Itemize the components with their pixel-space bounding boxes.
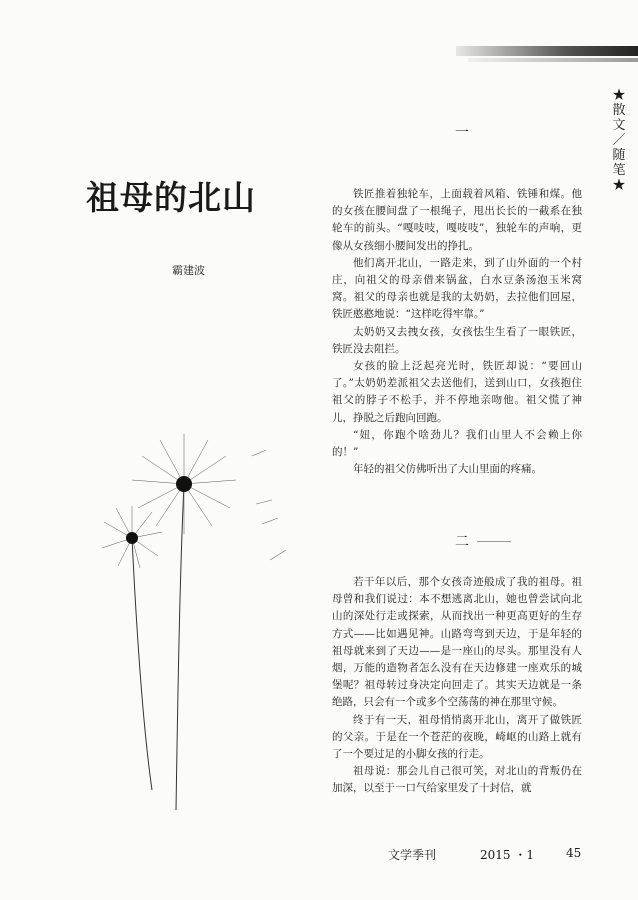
footer-issue: 2015 ・1 <box>480 848 534 862</box>
section-2-body <box>332 574 582 798</box>
section-1-body <box>332 186 582 478</box>
paragraph: 祖母说：那会儿自己很可笑，对北山的背叛仍在加深，以至于一口气给家里发了十封信，就 <box>332 765 582 795</box>
paragraph: 终于有一天，祖母悄悄离开北山，离开了做铁匠的父亲。于是在一个苍茫的夜晚，崎岖的山路上就有了一个要过足的小脚女孩的行走。 <box>332 713 582 761</box>
floating-seeds <box>252 450 286 560</box>
article-title: 祖母的北山 <box>86 178 256 217</box>
paragraph: 女孩的脸上泛起亮光时，铁匠却说：“要回山了。”太奶奶差派祖父去送他们，送到山口，女孩抱住祖父的脖子不松手，并不停地亲吻他。祖父慌了神儿，挣脱之后跑向回跑。 <box>332 360 582 424</box>
paragraph: “妞，你跑个啥劲儿？我们山里人不会赖上你的！” <box>332 428 582 459</box>
paragraph: 太奶奶又去拽女孩，女孩怯生生看了一眼铁匠，铁匠没去阻拦。 <box>332 325 582 355</box>
paragraph: 铁匠推着独轮车，上面载着风箱、铁锤和煤。他的女孩在腰间盘了一根绳子，甩出长长的一截系在独轮车的前头。“嘎吱吱，嘎吱吱”，独轮车的声响，更像从女孩细小腰间发出的挣扎。 <box>332 188 582 252</box>
author-name: 霸建波 <box>172 264 205 277</box>
section-2-heading: 二 <box>455 534 469 550</box>
section-1-heading: 一 <box>455 125 469 141</box>
section-2-rule <box>477 541 511 542</box>
page-number: 45 <box>566 846 582 860</box>
paragraph: 若干年以后，那个女孩奇迹般成了我的祖母。祖母曾和我们说过：本不想逃离北山，她也曾尝试向北山的深处行走或探索，从而找出一种更高更好的生存方式——比如遇见神。山路弯弯到天边，于是年轻的祖母就来到了天边——是一座山的尽头。那里没有人烟，万能的造物者怎么没有在天边修建一座欢乐的城堡呢？祖母转过身决定向回走了。其实天边就是一条绝路，只会有一个或多个空荡荡的神在那里守候。 <box>332 576 582 709</box>
column-tag: ★散文／随笔★ <box>612 88 626 193</box>
header-decoration-bar-thin <box>468 58 638 62</box>
paragraph: 年轻的祖父仿佛听出了大山里面的疼痛。 <box>353 463 542 476</box>
dandelion-illustration <box>80 420 300 820</box>
paragraph: 他们离开北山，一路走来，到了山外面的一个村庄，向祖父的母亲借来锅盆，白水豆条汤泡玉米窝窝。祖父的母亲也就是我的太奶奶，去拉他们回屋，铁匠憨憨地说：“这样吃得牢靠。” <box>332 256 582 321</box>
header-decoration-bar <box>456 46 638 56</box>
footer-journal: 文学季刊 <box>388 848 437 862</box>
